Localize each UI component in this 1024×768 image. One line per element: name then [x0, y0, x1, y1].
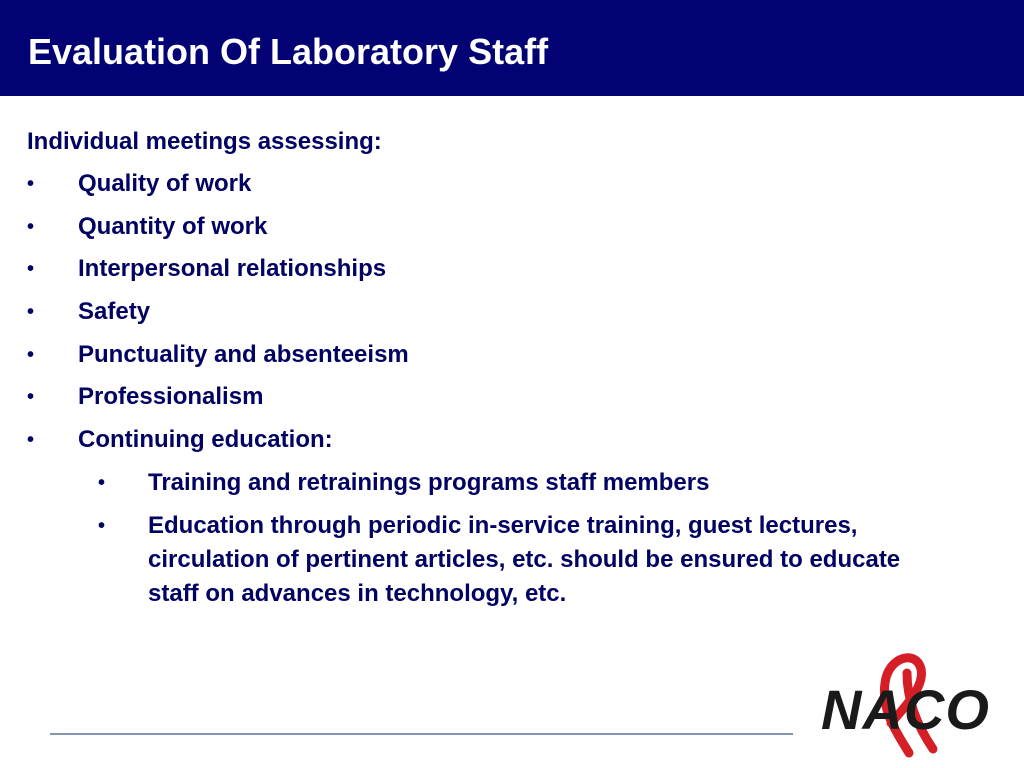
aids-ribbon-icon [815, 645, 1005, 760]
bullet-icon: • [98, 472, 106, 494]
list-item-label: Safety [78, 298, 151, 325]
sub-list-item-label: Education through periodic in-service training, guest lectures, circulation of pertinent articles, etc. should be ensured to educate staff on advances in technology, etc. [148, 512, 901, 607]
footer-divider [50, 733, 793, 735]
bullet-icon: • [27, 216, 35, 238]
bullet-icon: • [27, 386, 35, 408]
slide-title: Evaluation Of Laboratory Staff [28, 31, 549, 72]
list-item-label: Professionalism [78, 383, 264, 410]
naco-logo [815, 645, 1005, 760]
list-item-label: Quantity of work [78, 213, 268, 240]
list-item-label: Punctuality and absenteeism [78, 341, 409, 368]
intro-text: Individual meetings assessing: [27, 128, 382, 155]
bullet-icon: • [27, 258, 35, 280]
sub-list-item-label: Training and retrainings programs staff members [148, 469, 710, 496]
bullet-icon: • [98, 515, 106, 537]
list-item-label: Continuing education: [78, 426, 333, 453]
bullet-icon: • [27, 173, 35, 195]
list-item-label: Interpersonal relationships [78, 255, 387, 282]
logo-text: NACO [821, 678, 990, 741]
list-item-label: Quality of work [78, 170, 252, 197]
bullet-icon: • [27, 429, 35, 451]
bullet-icon: • [27, 301, 35, 323]
bullet-icon: • [27, 344, 35, 366]
